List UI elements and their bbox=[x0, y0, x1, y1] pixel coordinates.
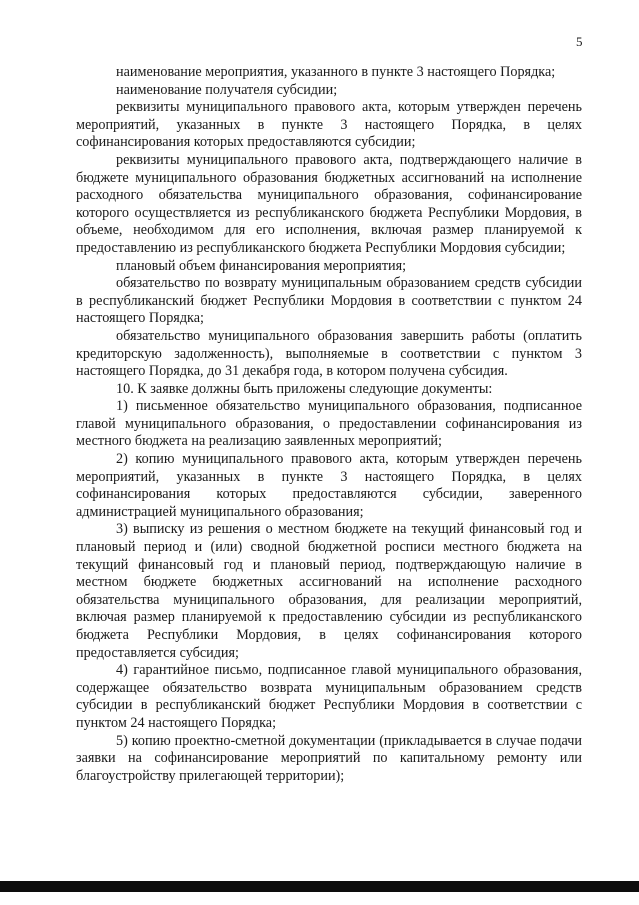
document-body bbox=[76, 64, 582, 785]
paragraph: обязательство по возврату муниципальным образованием средств субсидии в республиканский бюджет Республики Мордовия в соответствии с пунктом 24 настоящего Порядка; bbox=[76, 275, 582, 327]
paragraph: 10. К заявке должны быть приложены следующие документы: bbox=[116, 380, 493, 397]
paragraph: 1) письменное обязательство муниципального образования, подписанное главой муниципального образования, о предоставлении софинансирования из местного бюджета на реализацию заявленных мероприятий; bbox=[76, 398, 582, 450]
paragraph: плановый объем финансирования мероприятия; bbox=[116, 257, 407, 274]
paragraph: обязательство муниципального образования завершить работы (оплатить кредиторскую задолженность), выполняемые в соответствии с пунктом 3 настоящего Порядка, до 31 декабря года, в котором получена субсидия. bbox=[76, 327, 582, 380]
scan-edge-bar bbox=[0, 881, 639, 892]
paragraph: 4) гарантийное письмо, подписанное главой муниципального образования, содержащее обязательство возврата муниципальным образованием средств субсидии в республиканский бюджет Республики Мордовия в соответствии с пунктом 24 настоящего Порядка; bbox=[76, 662, 582, 731]
paragraph: 2) копию муниципального правового акта, которым утвержден перечень мероприятий, указанных в пункте 3 настоящего Порядка, в целях софинансирования которых предоставляются субсидии, заверенного администрацией муниципального образования; bbox=[76, 451, 582, 520]
paragraph: реквизиты муниципального правового акта, подтверждающего наличие в бюджете муниципального образования бюджетных ассигнований на исполнение расходного обязательства муниципального образования, софинансирование которого осуществляется из республиканского бюджета Республики Мордовия, в объеме, необходимом для его исполнения, включая размер планируемой к предоставлению из республиканского бюджета Республики Мордовия субсидии; bbox=[76, 151, 582, 256]
paragraph: реквизиты муниципального правового акта, которым утвержден перечень мероприятий, указанных в пункте 3 настоящего Порядка, в целях софинансирования которых предоставляются субсидии; bbox=[76, 99, 582, 151]
paragraph: 3) выписку из решения о местном бюджете на текущий финансовый год и плановый период и (или) сводной бюджетной росписи местного бюджета на текущий финансовый год и плановый период, подтверждающую наличие в местном бюджете бюджетных ассигнований на исполнение расходного обязательства муниципального образования, для реализации мероприятий, включая размер планируемой к предоставлению субсидии из республиканского бюджета Республики Мордовия, в целях софинансирования которого предоставляется субсидия; bbox=[76, 521, 582, 661]
paragraph: наименование получателя субсидии; bbox=[116, 81, 338, 98]
paragraph: наименование мероприятия, указанного в пункте 3 настоящего Порядка; bbox=[116, 64, 556, 80]
paragraph: 5) копию проектно-сметной документации (прикладывается в случае подачи заявки на софинансирование мероприятий по капитальному ремонту или благоустройству прилегающей территории); bbox=[76, 732, 582, 784]
page-number: 5 bbox=[576, 34, 583, 49]
